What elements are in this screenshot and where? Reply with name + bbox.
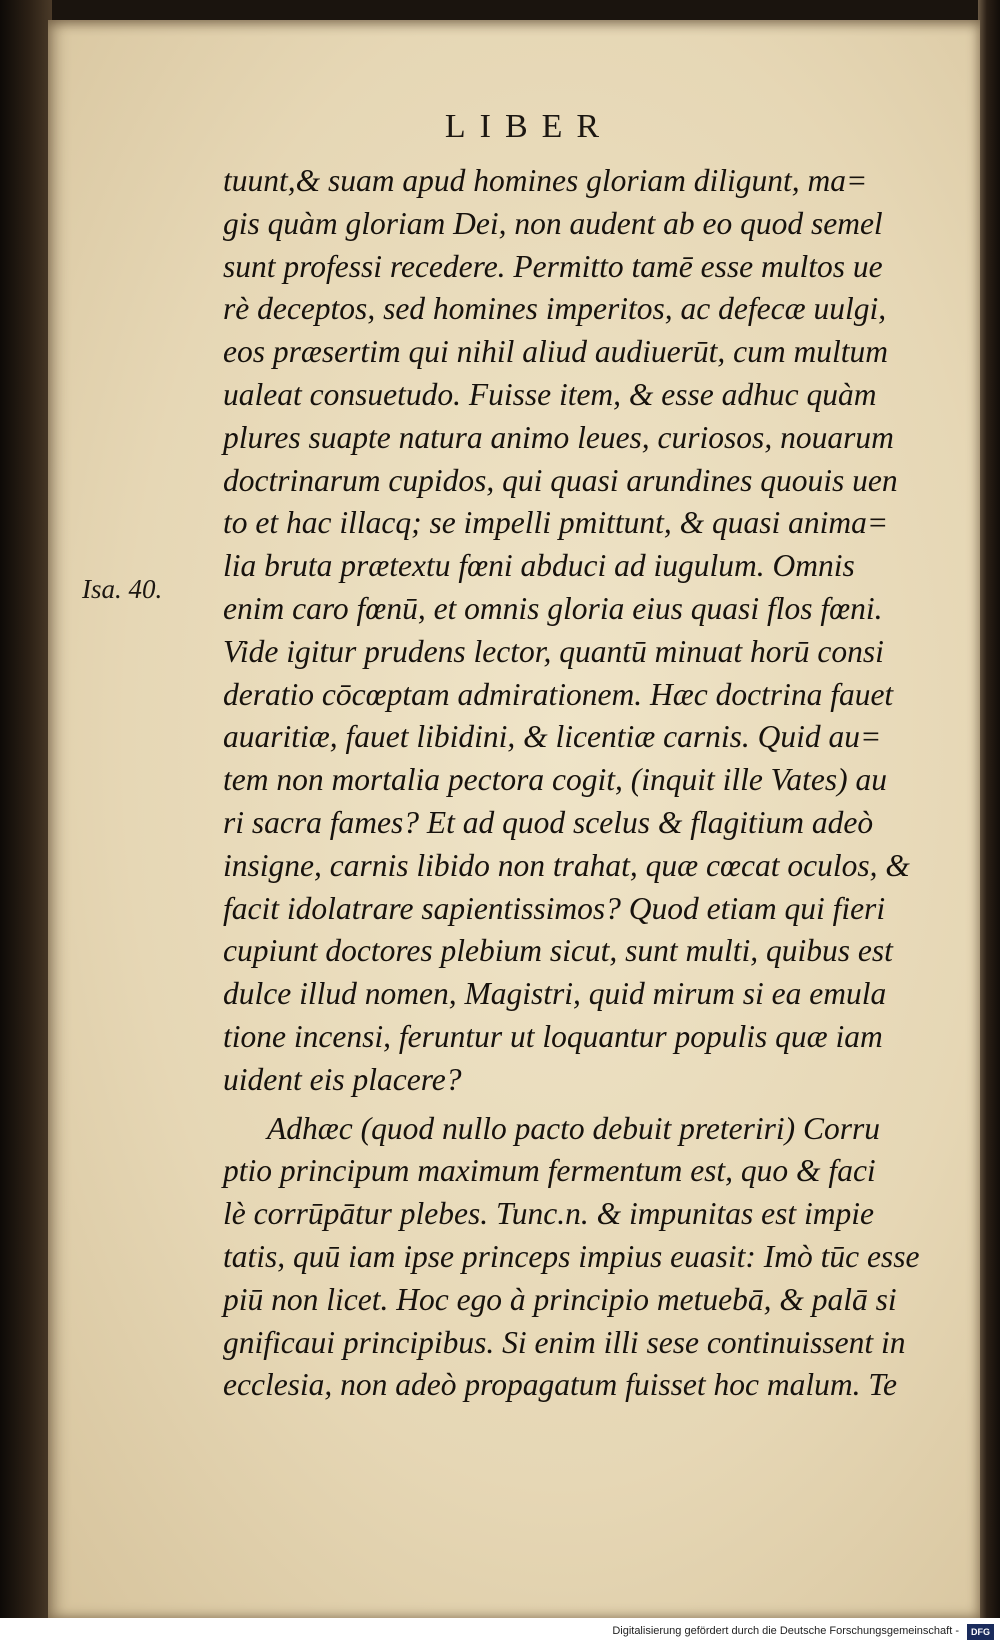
text-line: to et hac illacq; se impelli pmittunt, & quasi anima= xyxy=(223,505,889,541)
text-line: auaritiæ, fauet libidini, & licentiæ carnis. Quid au= xyxy=(223,719,882,755)
text-line: tatis, quū iam ipse princeps impius euasit: Imò tūc esse xyxy=(223,1238,920,1274)
text-line: gnificaui principibus. Si enim illi sese continuissent in xyxy=(223,1324,906,1360)
book-spine xyxy=(0,0,52,1645)
text-line: piū non licet. Hoc ego à principio metuebā, & palā si xyxy=(223,1281,897,1317)
text-line: lè corrūpātur plebes. Tunc.n. & impunitas est impie xyxy=(223,1196,874,1232)
text-line: eos præsertim qui nihil aliud audiuerūt, cum multum xyxy=(223,334,888,370)
text-line: tem non mortalia pectora cogit, (inquit ille Vates) au xyxy=(223,762,888,798)
text-line: cupiunt doctores plebium sicut, sunt multi, quibus est xyxy=(223,933,893,969)
text-line: tione incensi, feruntur ut loquantur populis quæ iam xyxy=(223,1018,883,1054)
dfg-logo: DFG xyxy=(967,1624,994,1640)
text-line: ualeat consuetudo. Fuisse item, & esse adhuc quàm xyxy=(223,376,877,412)
text-line: ri sacra fames? Et ad quod scelus & flagitium adeò xyxy=(223,804,874,840)
text-line: facit idolatrare sapientissimos? Quod etiam qui fieri xyxy=(223,890,886,926)
text-line: tuunt,& suam apud homines gloriam diligunt, ma= xyxy=(223,163,868,198)
text-line: uident eis placere? xyxy=(223,1061,462,1097)
footer-credit: Digitalisierung gefördert durch die Deutsche Forschungsgemeinschaft - xyxy=(612,1625,959,1637)
text-line: insigne, carnis libido non trahat, quæ cœcat oculos, & xyxy=(223,847,910,883)
text-line: plures suapte natura animo leues, curiosos, nouarum xyxy=(223,419,894,455)
text-line: sunt professi recedere. Permitto tamē esse multos ue xyxy=(223,248,883,284)
text-line: ptio principum maximum fermentum est, quo & faci xyxy=(223,1153,876,1189)
text-line: dulce illud nomen, Magistri, quid mirum si ea emula xyxy=(223,976,887,1012)
text-line: Vide igitur prudens lector, quantū minuat horū consi xyxy=(223,633,884,669)
margin-note: Isa. 40. xyxy=(82,574,163,604)
text-line: rè deceptos, sed homines imperitos, ac defecæ uulgi, xyxy=(223,291,887,327)
page-edge xyxy=(978,0,1000,1645)
digitization-footer xyxy=(0,1618,1000,1645)
text-line: gis quàm gloriam Dei, non audent ab eo quod semel xyxy=(223,205,883,241)
text-line: enim caro fœnū, et omnis gloria eius quasi flos fœni. xyxy=(223,590,883,626)
text-line: doctrinarum cupidos, qui quasi arundines quouis uen xyxy=(223,462,898,498)
text-line: ecclesia, non adeò propagatum fuisset hoc malum. Te xyxy=(223,1367,897,1403)
text-line: deratio cōcœptam admirationem. Hæc doctrina fauet xyxy=(223,676,894,712)
running-head: LIBER xyxy=(444,108,614,145)
book-page xyxy=(48,20,980,1618)
main-text xyxy=(223,160,963,1407)
text-line: Adhæc (quod nullo pacto debuit preteriri) Corru xyxy=(267,1110,881,1146)
text-line: lia bruta prætextu fœni abduci ad iugulum. Omnis xyxy=(223,548,855,584)
